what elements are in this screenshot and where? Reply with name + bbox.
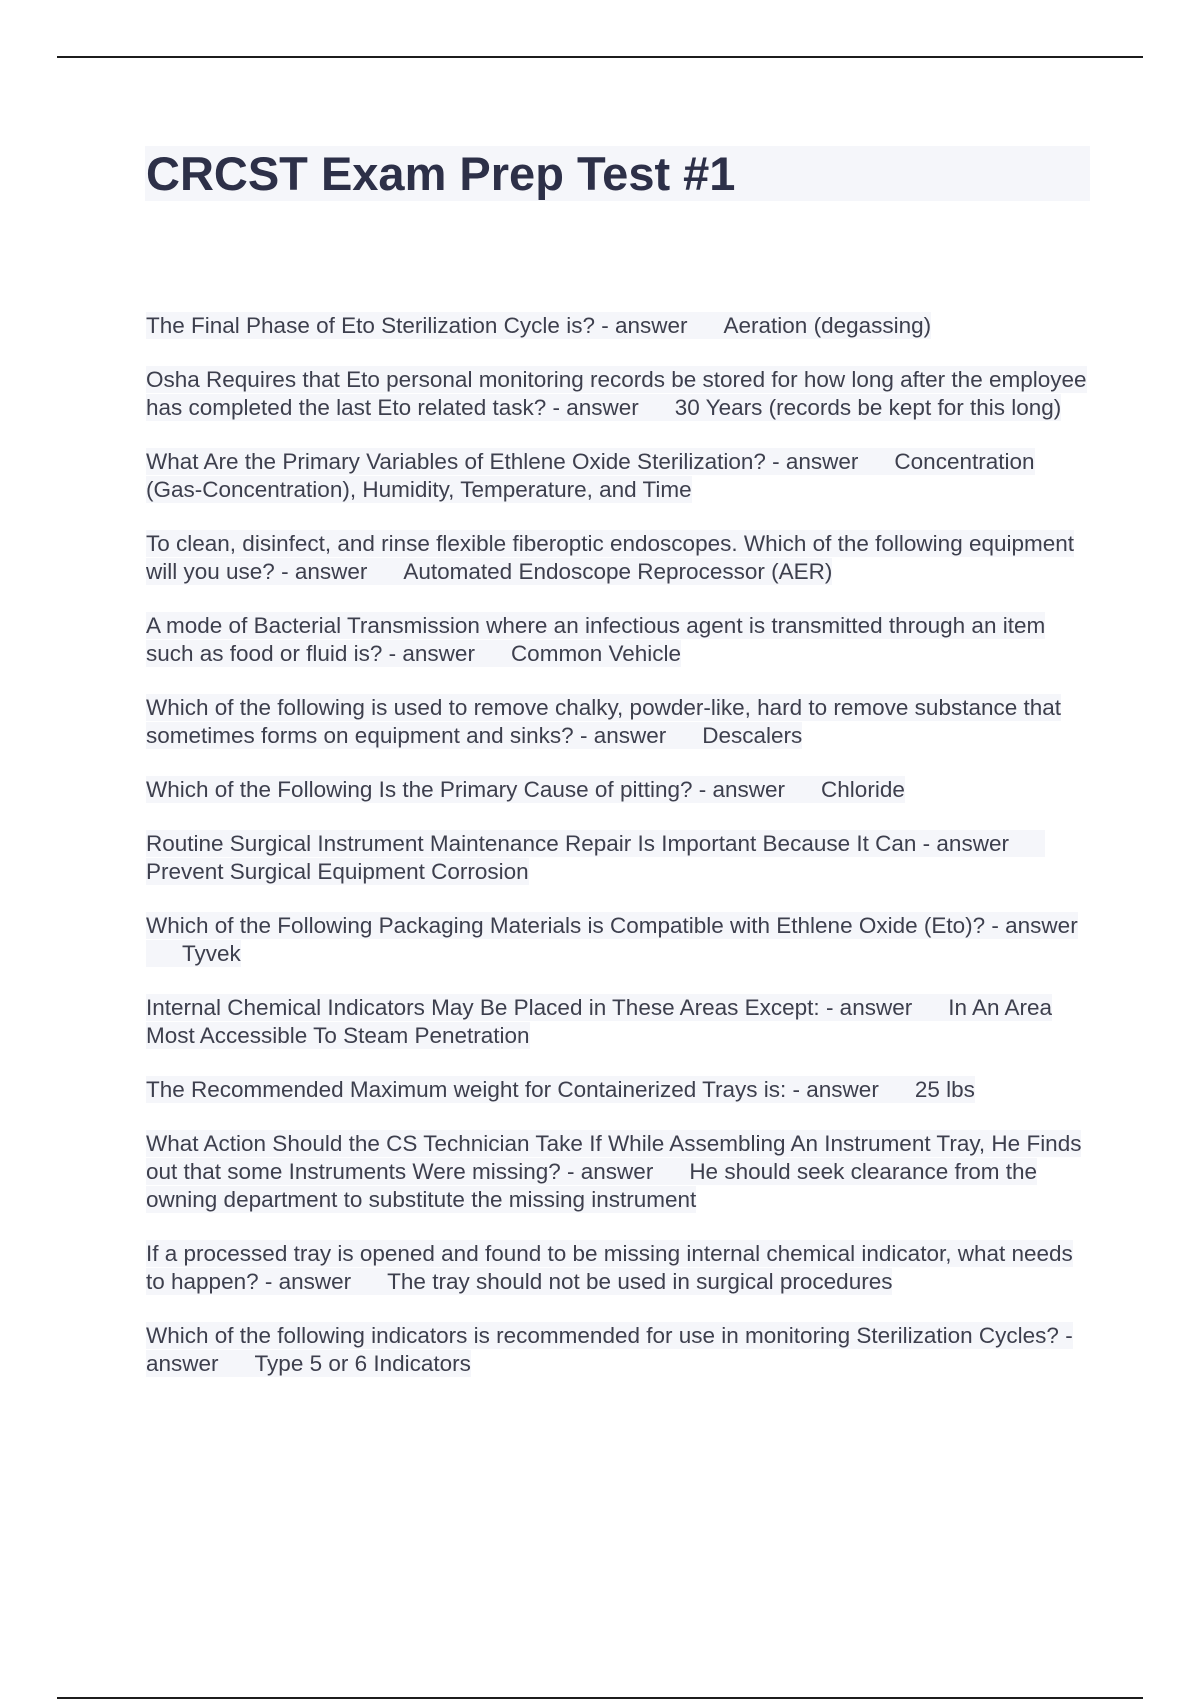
qa-highlight <box>146 912 1078 967</box>
qa-item <box>146 912 1091 968</box>
question-text: Which of the following is used to remove chalky, powder-like, hard to remove substance that sometimes forms on equipment and sinks? <box>146 695 1062 748</box>
answer-text: Type 5 or 6 Indicators <box>254 1351 471 1376</box>
question-text: A mode of Bacterial Transmission where an infectious agent is transmitted through an item such as food or fluid is? <box>146 613 1046 666</box>
question-text: Which of the Following Is the Primary Cause of pitting? <box>146 777 693 802</box>
question-text: Internal Chemical Indicators May Be Placed in These Areas Except: <box>146 995 820 1020</box>
qa-highlight <box>146 994 1052 1049</box>
answer-separator: - answer <box>991 913 1078 938</box>
answer-separator: - answer <box>825 995 913 1020</box>
qa-item <box>146 694 1091 750</box>
qa-highlight <box>146 530 1074 585</box>
answer-text: In An Area Most Accessible To Steam Penetration <box>146 995 1053 1048</box>
question-text: If a processed tray is opened and found to be missing internal chemical indicator, what needs to happen? <box>146 1241 1073 1294</box>
qa-item <box>146 1240 1091 1296</box>
qa-highlight <box>146 612 1045 667</box>
qa-highlight <box>146 448 1035 503</box>
qa-item <box>146 448 1091 504</box>
answer-separator: - answer <box>388 641 475 666</box>
answer-text: He should seek clearance from the owning department to substitute the missing instrument <box>146 1159 1037 1212</box>
qa-highlight <box>146 694 1061 749</box>
answer-separator: - answer <box>146 1323 1073 1376</box>
answer-text: Common Vehicle <box>510 641 682 666</box>
top-rule <box>57 56 1143 58</box>
question-text: What Are the Primary Variables of Ethlene Oxide Sterilization? <box>146 449 766 474</box>
question-text: Osha Requires that Eto personal monitoring records be stored for how long after the employee has completed the last Eto related task? <box>146 367 1087 420</box>
answer-text: Chloride <box>821 777 905 802</box>
question-text: Which of the Following Packaging Materials is Compatible with Ethlene Oxide (Eto)? <box>146 913 986 938</box>
answer-text: Concentration (Gas-Concentration), Humidity, Temperature, and Time <box>146 449 1035 502</box>
question-text: To clean, disinfect, and rinse flexible fiberoptic endoscopes. Which of the following equipment will you use? <box>146 531 1075 584</box>
qa-item <box>146 1130 1091 1214</box>
qa-highlight <box>146 1322 1073 1377</box>
qa-highlight <box>146 1130 1081 1213</box>
qa-highlight <box>146 830 1045 885</box>
qa-item <box>146 776 1091 804</box>
qa-highlight <box>146 1240 1073 1295</box>
bottom-rule <box>57 1697 1143 1699</box>
answer-text: Prevent Surgical Equipment Corrosion <box>146 859 529 884</box>
answer-text: The tray should not be used in surgical procedures <box>387 1269 893 1294</box>
qa-item <box>146 830 1091 886</box>
answer-separator: - answer <box>772 449 859 474</box>
qa-item <box>146 1322 1091 1378</box>
question-text: What Action Should the CS Technician Take If While Assembling An Instrument Tray, He Finds out that some Instruments Were missing? <box>146 1131 1082 1184</box>
answer-text: Tyvek <box>182 941 241 966</box>
answer-separator: - answer <box>698 777 786 802</box>
qa-item <box>146 1076 1091 1104</box>
answer-separator: - answer <box>281 559 368 584</box>
qa-highlight <box>146 776 905 803</box>
qa-item <box>146 530 1091 586</box>
qa-item <box>146 994 1091 1050</box>
qa-highlight <box>146 1076 975 1103</box>
question-text: The Recommended Maximum weight for Containerized Trays is: <box>146 1077 787 1102</box>
answer-separator: - answer <box>792 1077 879 1102</box>
answer-text: 30 Years (records be kept for this long) <box>674 395 1062 420</box>
answer-separator: - answer <box>264 1269 352 1294</box>
qa-item <box>146 612 1091 668</box>
answer-separator: - answer <box>601 313 688 338</box>
answer-text: Aeration (degassing) <box>723 313 932 338</box>
answer-text: 25 lbs <box>914 1077 975 1102</box>
answer-separator: - answer <box>552 395 639 420</box>
question-text: The Final Phase of Eto Sterilization Cycle is? <box>146 313 595 338</box>
answer-separator: - answer <box>579 723 667 748</box>
question-text: Routine Surgical Instrument Maintenance Repair Is Important Because It Can <box>146 831 917 856</box>
answer-separator: - answer <box>922 831 1009 856</box>
qa-item <box>146 366 1091 422</box>
qa-highlight <box>146 312 931 339</box>
qa-item <box>146 312 1091 340</box>
answer-text: Automated Endoscope Reprocessor (AER) <box>403 559 833 584</box>
qa-highlight <box>146 366 1087 421</box>
answer-separator: - answer <box>567 1159 654 1184</box>
document-title: CRCST Exam Prep Test #1 <box>146 147 736 200</box>
answer-text: Descalers <box>702 723 803 748</box>
qa-list <box>146 312 1091 1404</box>
question-text: Which of the following indicators is recommended for use in monitoring Sterilization Cycles? <box>146 1323 1059 1348</box>
